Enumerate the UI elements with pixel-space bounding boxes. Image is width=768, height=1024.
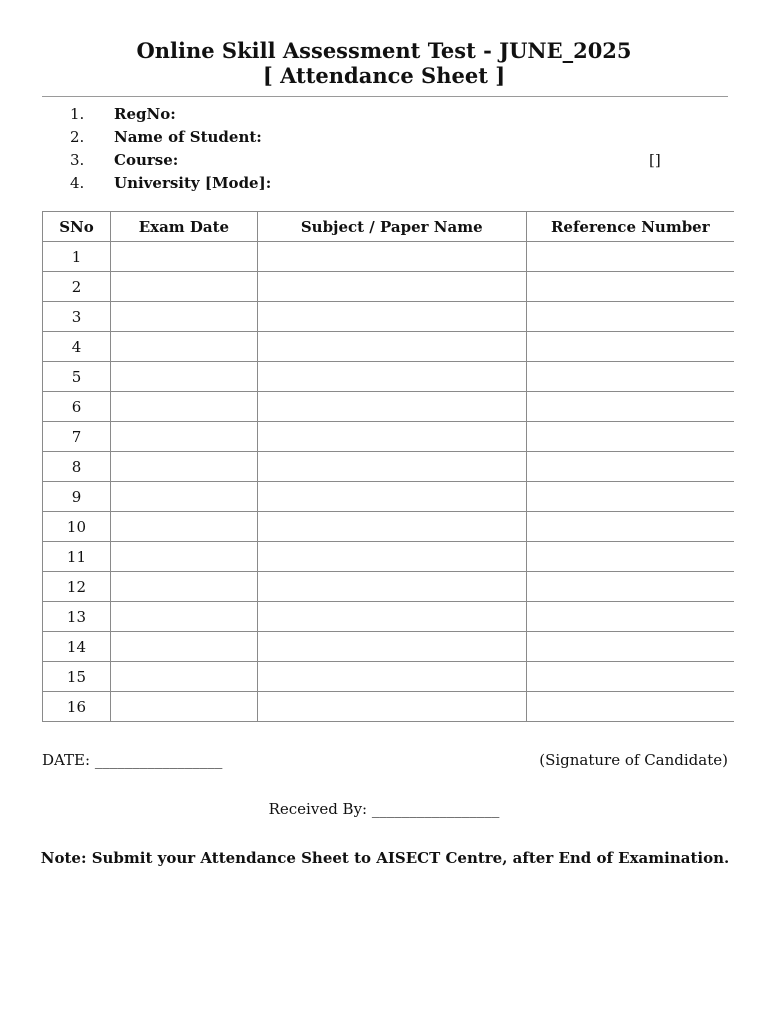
- exam-date-cell: [110, 542, 257, 572]
- row-sno: 6: [43, 392, 111, 422]
- reference-cell: [526, 632, 734, 662]
- subject-cell: [257, 542, 526, 572]
- table-row: [43, 542, 735, 572]
- subject-cell: [257, 602, 526, 632]
- table-row: [43, 692, 735, 722]
- reference-cell: [526, 452, 734, 482]
- exam-date-cell: [110, 572, 257, 602]
- table-row: [43, 392, 735, 422]
- table-row: [43, 572, 735, 602]
- row-sno: 9: [43, 482, 111, 512]
- exam-date-cell: [110, 422, 257, 452]
- row-sno: 14: [43, 632, 111, 662]
- header-exam-date: Exam Date: [110, 212, 257, 242]
- reference-cell: [526, 482, 734, 512]
- subject-cell: [257, 422, 526, 452]
- exam-date-cell: [110, 332, 257, 362]
- table-row: [43, 452, 735, 482]
- table-row: [43, 662, 735, 692]
- date-line: DATE: _________________: [42, 751, 223, 769]
- subject-cell: [257, 512, 526, 542]
- table-row: [43, 632, 735, 662]
- header-subject: Subject / Paper Name: [257, 212, 526, 242]
- exam-date-cell: [110, 512, 257, 542]
- table-row: [43, 482, 735, 512]
- exam-date-cell: [110, 392, 257, 422]
- exam-date-cell: [110, 692, 257, 722]
- subject-cell: [257, 632, 526, 662]
- field-label: Name of Student:: [114, 128, 262, 146]
- attendance-table: [42, 211, 734, 722]
- row-sno: 7: [43, 422, 111, 452]
- table-row: [43, 602, 735, 632]
- table-row: [43, 302, 735, 332]
- row-sno: 11: [43, 542, 111, 572]
- field-label: Course:: [114, 151, 179, 169]
- reference-cell: [526, 572, 734, 602]
- reference-cell: [526, 602, 734, 632]
- table-row: [43, 332, 735, 362]
- table-row: [43, 422, 735, 452]
- subject-cell: [257, 302, 526, 332]
- received-by-line: Received By: _________________: [268, 800, 500, 818]
- table-row: [43, 242, 735, 272]
- row-sno: 13: [43, 602, 111, 632]
- row-sno: 4: [43, 332, 111, 362]
- field-regno: [0, 103, 768, 126]
- field-number: 4.: [70, 174, 85, 192]
- course-value: []: [649, 151, 661, 169]
- reference-cell: [526, 692, 734, 722]
- reference-cell: [526, 332, 734, 362]
- row-sno: 15: [43, 662, 111, 692]
- exam-date-cell: [110, 362, 257, 392]
- reference-cell: [526, 302, 734, 332]
- exam-date-cell: [110, 272, 257, 302]
- table-row: [43, 512, 735, 542]
- subject-cell: [257, 332, 526, 362]
- reference-cell: [526, 362, 734, 392]
- signature-label: (Signature of Candidate): [539, 751, 728, 769]
- exam-date-cell: [110, 452, 257, 482]
- exam-date-cell: [110, 632, 257, 662]
- reference-cell: [526, 542, 734, 572]
- subject-cell: [257, 392, 526, 422]
- row-sno: 5: [43, 362, 111, 392]
- exam-date-cell: [110, 242, 257, 272]
- subject-cell: [257, 272, 526, 302]
- exam-date-cell: [110, 482, 257, 512]
- field-number: 2.: [70, 128, 85, 146]
- field-number: 3.: [70, 151, 85, 169]
- reference-cell: [526, 662, 734, 692]
- row-sno: 12: [43, 572, 111, 602]
- reference-cell: [526, 422, 734, 452]
- header-sno: SNo: [43, 212, 111, 242]
- table-row: [43, 362, 735, 392]
- page-title: Online Skill Assessment Test - JUNE_2025: [136, 38, 632, 63]
- field-course: [0, 149, 768, 172]
- subject-cell: [257, 362, 526, 392]
- row-sno: 1: [43, 242, 111, 272]
- reference-cell: [526, 392, 734, 422]
- field-student-name: [0, 126, 768, 149]
- header-reference: Reference Number: [526, 212, 734, 242]
- subject-cell: [257, 662, 526, 692]
- field-label: University [Mode]:: [114, 174, 272, 192]
- subject-cell: [257, 692, 526, 722]
- title-divider: [42, 96, 728, 97]
- row-sno: 16: [43, 692, 111, 722]
- field-label: RegNo:: [114, 105, 176, 123]
- student-fields: [0, 103, 768, 195]
- submission-note: Note: Submit your Attendance Sheet to AISECT Centre, after End of Examination.: [40, 849, 730, 867]
- reference-cell: [526, 512, 734, 542]
- table-row: [43, 272, 735, 302]
- subject-cell: [257, 482, 526, 512]
- exam-date-cell: [110, 602, 257, 632]
- exam-date-cell: [110, 662, 257, 692]
- row-sno: 8: [43, 452, 111, 482]
- row-sno: 3: [43, 302, 111, 332]
- subject-cell: [257, 572, 526, 602]
- row-sno: 2: [43, 272, 111, 302]
- reference-cell: [526, 242, 734, 272]
- page-subtitle: [ Attendance Sheet ]: [262, 63, 506, 88]
- exam-date-cell: [110, 302, 257, 332]
- subject-cell: [257, 242, 526, 272]
- table-header-row: [43, 212, 735, 242]
- field-university-mode: [0, 172, 768, 195]
- subject-cell: [257, 452, 526, 482]
- field-number: 1.: [70, 105, 85, 123]
- reference-cell: [526, 272, 734, 302]
- row-sno: 10: [43, 512, 111, 542]
